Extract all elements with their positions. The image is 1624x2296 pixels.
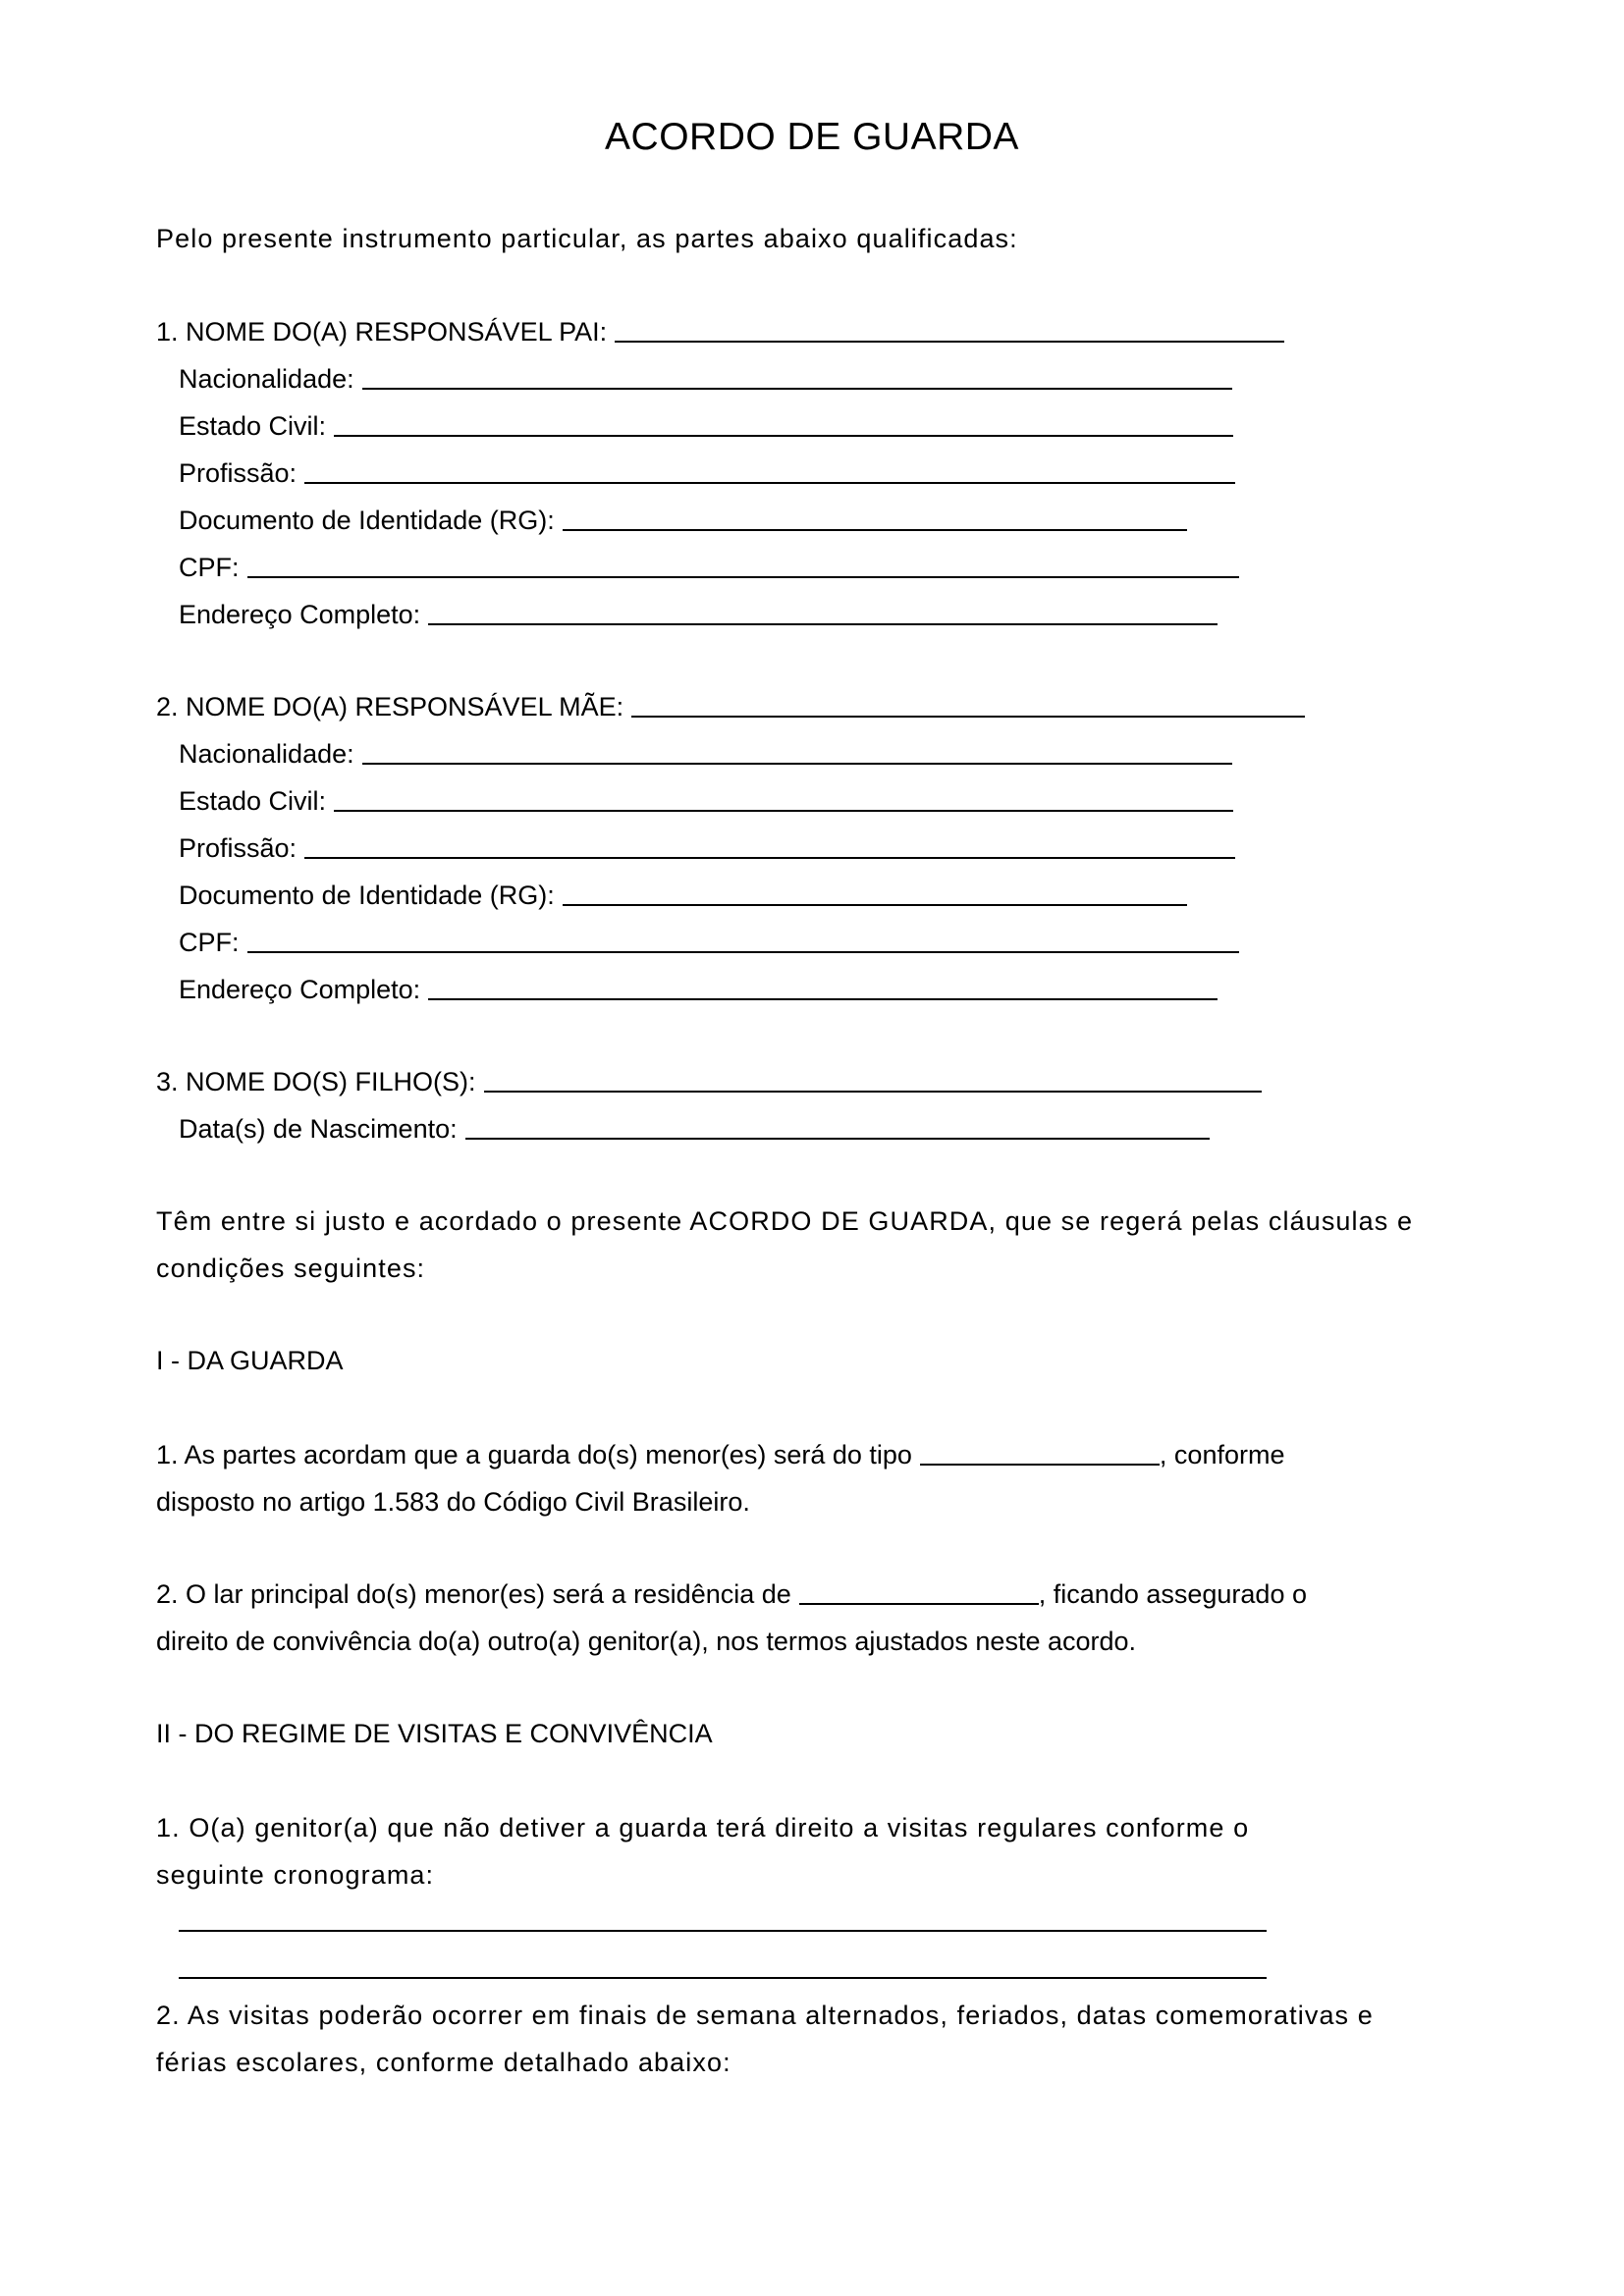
mae-nacionalidade-blank[interactable] [362,741,1232,765]
pai-cpf-field [179,551,1239,584]
secao-1-clausula-1-line-1 [156,1438,1284,1471]
pai-nome-label: 1. NOME DO(A) RESPONSÁVEL PAI: [156,317,608,347]
acordo-line-1: Têm entre si justo e acordado o presente ACORDO DE GUARDA, que se regerá pelas cláusulas e [156,1206,1414,1236]
mae-estado-civil-blank[interactable] [334,788,1233,812]
secao-2-heading: II - DO REGIME DE VISITAS E CONVIVÊNCIA [156,1719,713,1748]
mae-profissao-field [179,831,1235,865]
pai-endereco-label: Endereço Completo: [179,600,421,629]
clausula-2-text-a: 2. O lar principal do(s) menor(es) será a residência de [156,1579,791,1609]
mae-endereco-blank[interactable] [428,977,1218,1000]
pai-nome-blank[interactable] [615,319,1284,343]
pai-cpf-blank[interactable] [247,555,1239,578]
mae-rg-label: Documento de Identidade (RG): [179,881,555,910]
clausula-2-text-b: , ficando assegurado o [1038,1579,1307,1609]
mae-nome-blank[interactable] [631,694,1305,718]
pai-endereco-blank[interactable] [428,602,1218,625]
pai-cpf-label: CPF: [179,553,240,582]
mae-cpf-blank[interactable] [247,930,1239,953]
acordo-line-2: condições seguintes: [156,1254,426,1283]
pai-estado-civil-blank[interactable] [334,413,1233,437]
pai-profissao-blank[interactable] [304,460,1235,484]
mae-endereco-label: Endereço Completo: [179,975,421,1004]
clausula-1-text-a: 1. As partes acordam que a guarda do(s) menor(es) será do tipo [156,1440,912,1469]
mae-estado-civil-field [179,784,1233,818]
pai-endereco-field [179,598,1218,631]
secao-2-clausula-2-line-2: férias escolares, conforme detalhado abaixo: [156,2048,731,2077]
filhos-nome-label: 3. NOME DO(S) FILHO(S): [156,1067,476,1096]
cronograma-blank-1[interactable] [179,1930,1267,1932]
secao-2-clausula-2-line-1: 2. As visitas poderão ocorrer em finais de semana alternados, feriados, datas comemorativas e [156,2001,1374,2030]
pai-nome-field [156,315,1284,348]
residencia-blank[interactable] [799,1581,1039,1605]
mae-cpf-label: CPF: [179,928,240,957]
cronograma-blank-2[interactable] [179,1977,1267,1979]
filhos-nome-blank[interactable] [484,1069,1262,1093]
clausula-1-text-b: , conforme [1159,1440,1285,1469]
mae-nacionalidade-field [179,737,1232,771]
pai-estado-civil-field [179,409,1233,443]
secao-2-clausula-1-line-1: 1. O(a) genitor(a) que não detiver a guarda terá direito a visitas regulares conforme o [156,1813,1250,1842]
mae-nacionalidade-label: Nacionalidade: [179,739,354,769]
pai-profissao-field [179,456,1235,490]
pai-nacionalidade-blank[interactable] [362,366,1232,390]
pai-estado-civil-label: Estado Civil: [179,411,327,441]
intro-text: Pelo presente instrumento particular, as partes abaixo qualificadas: [156,224,1018,253]
mae-rg-blank[interactable] [563,882,1187,906]
mae-nome-field [156,690,1305,723]
mae-cpf-field [179,926,1239,959]
secao-1-clausula-2-line-2: direito de convivência do(a) outro(a) genitor(a), nos termos ajustados neste acordo. [156,1627,1137,1656]
mae-rg-field [179,879,1187,912]
filhos-nascimento-blank[interactable] [465,1116,1210,1140]
pai-rg-field [179,504,1187,537]
pai-nacionalidade-label: Nacionalidade: [179,364,354,394]
pai-nacionalidade-field [179,362,1232,396]
tipo-guarda-blank[interactable] [920,1442,1160,1466]
secao-2-clausula-1-line-2: seguinte cronograma: [156,1860,435,1890]
mae-estado-civil-label: Estado Civil: [179,786,327,816]
document-title: ACORDO DE GUARDA [605,116,1019,158]
secao-1-clausula-2-line-1 [156,1577,1307,1611]
pai-rg-label: Documento de Identidade (RG): [179,506,555,535]
filhos-nascimento-field [179,1112,1210,1146]
mae-profissao-label: Profissão: [179,833,298,863]
filhos-nascimento-label: Data(s) de Nascimento: [179,1114,458,1144]
pai-rg-blank[interactable] [563,507,1187,531]
mae-nome-label: 2. NOME DO(A) RESPONSÁVEL MÃE: [156,692,624,721]
mae-endereco-field [179,973,1218,1006]
pai-profissao-label: Profissão: [179,458,298,488]
secao-1-clausula-1-line-2: disposto no artigo 1.583 do Código Civil Brasileiro. [156,1487,750,1517]
filhos-nome-field [156,1065,1262,1098]
mae-profissao-blank[interactable] [304,835,1235,859]
secao-1-heading: I - DA GUARDA [156,1346,344,1375]
